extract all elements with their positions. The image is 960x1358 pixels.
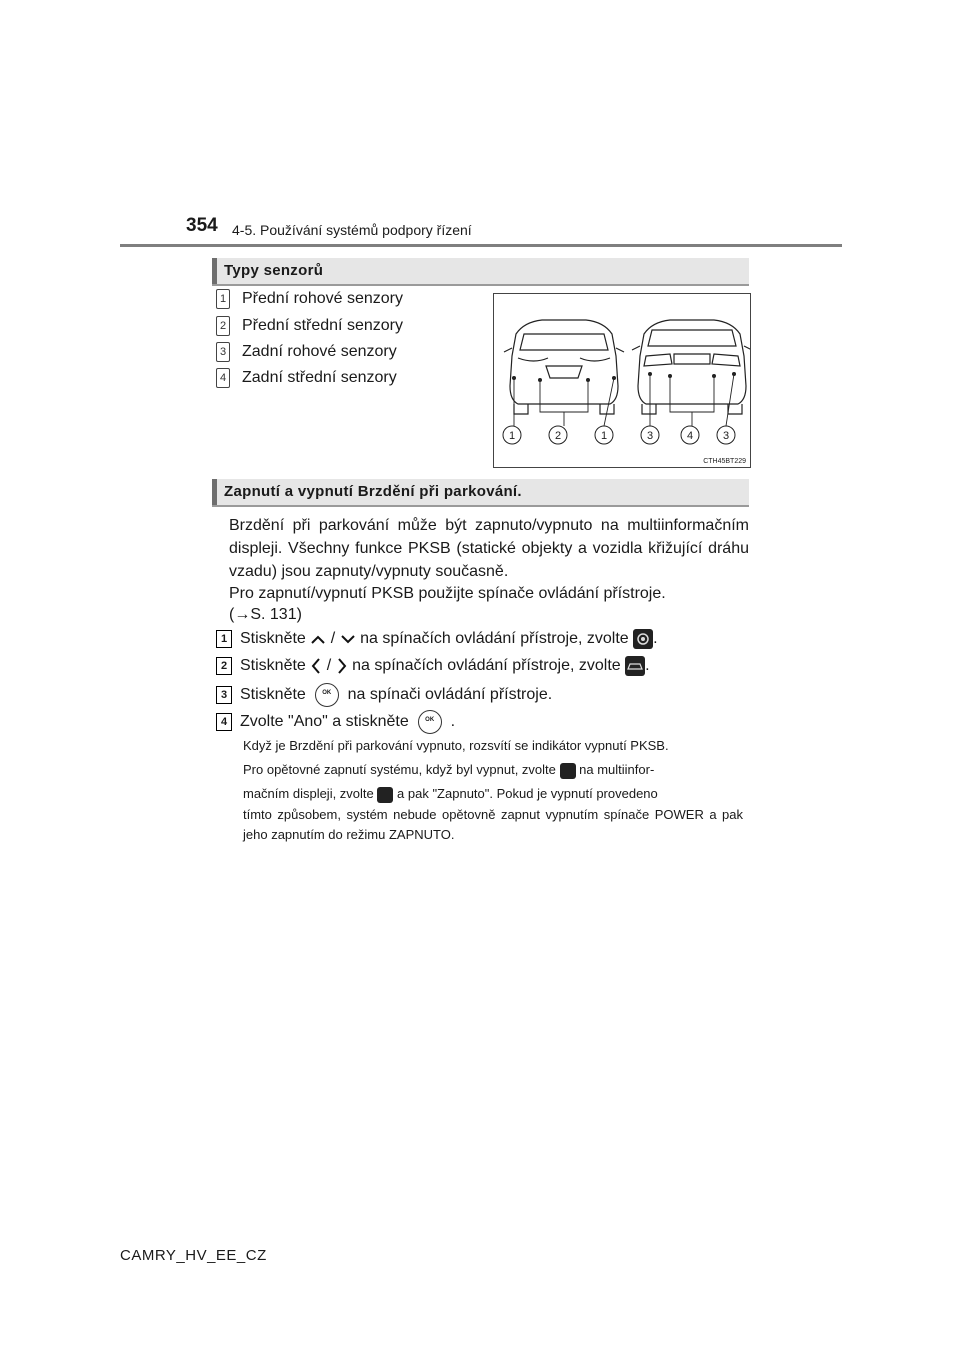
sensor-number-3: 3 bbox=[216, 342, 230, 362]
sensor-types-heading-text: Typy senzorů bbox=[224, 262, 324, 279]
sensor-label-1: Přední rohové senzory bbox=[242, 290, 403, 308]
sensor-item bbox=[216, 342, 397, 364]
note-2-cont: mačním displeji, zvolte a pak "Zapnuto". Pokud je vypnutí provedeno bbox=[243, 786, 658, 801]
pksb-paragraph-1: Brzdění při parkování může být zapnuto/vypnuto na multiinformačním displeji. Všechny funkce PKSB (statické objekty a vozidla křižující dráhu vzadu) jsou zapnuty/vypnuty současně. bbox=[229, 517, 749, 580]
ok-button-icon: OK bbox=[315, 683, 339, 707]
chevron-left-icon bbox=[310, 657, 322, 675]
step-1 bbox=[216, 629, 658, 651]
heading-accent bbox=[212, 258, 217, 284]
callout-1: 1 bbox=[508, 430, 516, 442]
step-text: Stiskněte / na spínačích ovládání přístroje, zvolte . bbox=[240, 630, 658, 648]
step-number: 2 bbox=[216, 657, 232, 675]
note-2: Pro opětovné zapnutí systému, když byl vypnut, zvolte na multiinfor- bbox=[243, 762, 655, 777]
note-1: Když je Brzdění při parkování vypnuto, rozsvítí se indikátor vypnutí PKSB. bbox=[243, 738, 669, 753]
sensor-types-heading bbox=[212, 258, 749, 286]
pksb-heading bbox=[212, 479, 749, 507]
chevron-down-icon bbox=[340, 634, 356, 644]
chevron-up-icon bbox=[310, 634, 326, 644]
page-number: 354 bbox=[186, 215, 218, 236]
step-text: Stiskněte OK na spínači ovládání přístroje. bbox=[240, 686, 552, 703]
step-3 bbox=[216, 683, 552, 705]
callout-6: 3 bbox=[722, 430, 730, 442]
step-number: 3 bbox=[216, 686, 232, 704]
settings-gear-icon bbox=[633, 629, 653, 649]
header-rule bbox=[120, 244, 842, 247]
note-2-end: tímto způsobem, systém nebude opětovně zapnut vypnutím spínače POWER a pak jeho zapnutím do režimu ZAPNUTO. bbox=[243, 807, 743, 842]
step-number: 4 bbox=[216, 713, 232, 731]
callout-3: 1 bbox=[600, 430, 608, 442]
car-settings-icon bbox=[377, 787, 393, 803]
sensor-label-3: Zadní rohové senzory bbox=[242, 343, 397, 361]
section-title: 4-5. Používání systémů podpory řízení bbox=[232, 222, 472, 238]
sensor-number-1: 1 bbox=[216, 289, 230, 309]
pksb-paragraph-2: Pro zapnutí/vypnutí PKSB použijte spínače ovládání přístroje. bbox=[229, 585, 666, 602]
callout-2: 2 bbox=[554, 430, 562, 442]
pksb-reference: (→S. 131) bbox=[229, 606, 302, 623]
footer-model: CAMRY_HV_EE_CZ bbox=[120, 1247, 267, 1264]
car-settings-icon bbox=[625, 656, 645, 676]
sensor-label-2: Přední střední senzory bbox=[242, 317, 403, 335]
ok-button-icon: OK bbox=[418, 710, 442, 734]
step-4 bbox=[216, 710, 455, 732]
step-2 bbox=[216, 656, 650, 678]
sensor-item bbox=[216, 316, 403, 338]
settings-gear-icon bbox=[560, 763, 576, 779]
sensor-item bbox=[216, 289, 403, 311]
step-text: Zvolte "Ano" a stiskněte OK . bbox=[240, 713, 455, 730]
heading-accent bbox=[212, 479, 217, 505]
sensor-figure bbox=[493, 293, 751, 468]
figure-code: CTH45BT229 bbox=[703, 458, 746, 465]
callout-4: 3 bbox=[646, 430, 654, 442]
callout-5: 4 bbox=[686, 430, 694, 442]
chevron-right-icon bbox=[336, 657, 348, 675]
pksb-heading-text: Zapnutí a vypnutí Brzdění při parkování. bbox=[224, 483, 522, 500]
step-text: Stiskněte / na spínačích ovládání přístroje, zvolte . bbox=[240, 657, 650, 675]
sensor-number-4: 4 bbox=[216, 368, 230, 388]
sensor-label-4: Zadní střední senzory bbox=[242, 369, 397, 387]
sensor-number-2: 2 bbox=[216, 316, 230, 336]
sensor-item bbox=[216, 368, 397, 390]
step-number: 1 bbox=[216, 630, 232, 648]
car-diagram bbox=[494, 294, 750, 467]
